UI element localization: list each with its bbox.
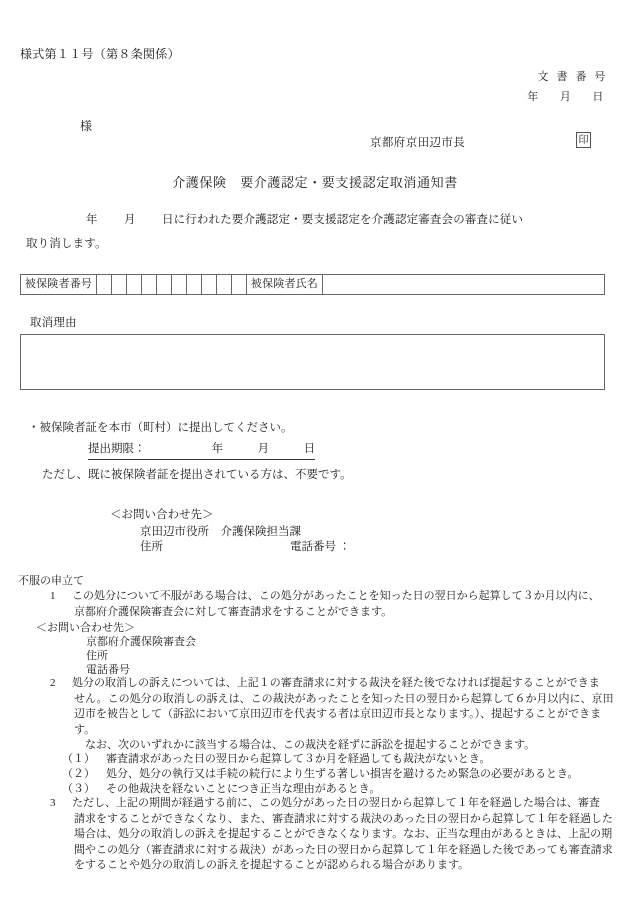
- cancellation-reason-label: 取消理由: [30, 317, 77, 329]
- appeal-item-2-line-2: せん。この処分の取消しの訴えは、この裁決があったことを知った日の翌日から起算して６か月以内に、京田: [74, 692, 614, 705]
- appeal-item-2: [50, 676, 616, 754]
- document-title: 介護保険 要介護認定・要支援認定取消通知書: [172, 175, 458, 190]
- insured-number-digit-cell[interactable]: [127, 275, 142, 294]
- appeal-item-2-line-4: す。: [74, 723, 96, 736]
- appeal-section-heading: 不服の申立て: [18, 575, 84, 587]
- insured-number-digit-cell[interactable]: [157, 275, 172, 294]
- cancellation-reason-box[interactable]: [20, 334, 605, 390]
- city-contact-address-label: 住所: [140, 541, 163, 553]
- appeal-item-3-line-5: をすることや処分の取消しの訴えを提起することが認められる場合があります。: [74, 859, 470, 872]
- submission-instruction: ・被保険者証を本市（町村）に提出してください。: [28, 422, 293, 434]
- insured-number-digit-cell[interactable]: [187, 275, 202, 294]
- submission-deadline: 提出期限 ： 年 月 日: [88, 442, 315, 460]
- insured-number-digit-cell[interactable]: [217, 275, 232, 294]
- appeal-item-1-line-2: 京都府介護保険審査会に対して審査請求をすることができます。: [74, 605, 393, 618]
- appeal-item-3-number: 3: [50, 797, 56, 809]
- insured-name-label: 被保険者氏名: [247, 275, 323, 294]
- pref-contact-tel-label: 電話番号: [86, 664, 130, 676]
- intro-text-line-2: 取り消します。: [26, 238, 107, 250]
- document-number-label: 文 書 番 号: [537, 71, 608, 83]
- issuer-name: 京都府京田辺市長: [370, 137, 466, 149]
- pref-contact-name: 京都府介護保険審査会: [86, 636, 196, 648]
- insured-number-label: 被保険者番号: [21, 275, 97, 294]
- appeal-item-1-line-1: この処分について不服がある場合は、この処分があったことを知った日の翌日から起算して３か月以内に、: [72, 590, 600, 602]
- appeal-item-2-body: [50, 676, 616, 754]
- appeal-item-3: [50, 796, 616, 874]
- pref-contact-address-label: 住所: [86, 650, 108, 662]
- appeal-item-3-line-3: 場合は、処分の取消しの訴えを提起することができなくなります。なお、正当な理由があるときは、上記の期: [74, 828, 613, 841]
- insured-number-digit-cell[interactable]: [112, 275, 127, 294]
- appeal-item-1-body: [50, 589, 615, 620]
- insured-number-digit-cell[interactable]: [202, 275, 217, 294]
- appeal-item-3-line-1: ただし、上記の期間が経過する前に、この処分があった日の翌日から起算して１年を経過した場合は、審査: [72, 797, 600, 809]
- appeal-sub-item-1-text: 審査請求があった日の翌日から起算して３か月を経過しても裁決がないとき。: [106, 753, 491, 765]
- appeal-sub-item-3: [62, 782, 380, 797]
- appeal-item-2-number: 2: [50, 677, 56, 689]
- appeal-item-3-line-4: 間やこの処分（審査請求に対する裁決）があった日の翌日から起算して１年を経過した後であっても審査請求: [74, 843, 613, 856]
- appeal-item-1: [50, 589, 615, 620]
- pref-contact-heading: ＜お問い合わせ先＞: [36, 622, 135, 634]
- city-contact-heading: ＜お問い合わせ先＞: [110, 509, 214, 521]
- appeal-item-2-line-3: 辺市を被告として（訴訟において京田辺市を代表する者は京田辺市長となります。）、提起することができま: [74, 708, 602, 721]
- appeal-item-1-number: 1: [50, 590, 56, 602]
- appeal-sub-item-1-number: （１）: [62, 753, 95, 765]
- appeal-sub-item-3-text: その他裁決を経ないことにつき正当な理由があるとき。: [106, 783, 381, 795]
- insured-number-digit-cell[interactable]: [172, 275, 187, 294]
- appeal-sub-item-2-text: 処分、処分の執行又は手続の続行により生ずる著しい損害を避けるため緊急の必要があるとき。: [106, 768, 579, 780]
- seal-stamp-box: 印: [576, 132, 591, 148]
- city-contact-office: 京田辺市役所 介護保険担当課: [140, 526, 301, 538]
- city-contact-tel-label: 電話番号 ：: [290, 541, 351, 553]
- appeal-item-2-line-1: 処分の取消しの訴えについては、上記１の審査請求に対する裁決を経た後でなければ提起することができま: [72, 677, 600, 689]
- appeal-sub-item-2-number: （２）: [62, 768, 95, 780]
- insured-name-value[interactable]: [323, 275, 604, 294]
- form-number: 様式第１１号（第８条関係）: [20, 47, 180, 61]
- insured-number-digit-cell[interactable]: [232, 275, 247, 294]
- submission-exception: ただし、既に被保険者証を提出されている方は、不要です。: [42, 469, 352, 481]
- appeal-sub-item-1: [62, 752, 490, 767]
- appeal-item-3-line-2: 請求をすることができなくなり、また、審査請求に対する裁決のあった日の翌日から起算して１年を経過した: [74, 812, 613, 825]
- insured-person-table: [20, 274, 605, 295]
- insured-number-digit-cell[interactable]: [97, 275, 112, 294]
- appeal-sub-item-2: [62, 767, 579, 782]
- insured-number-digit-cell[interactable]: [142, 275, 157, 294]
- appeal-item-3-body: [50, 796, 616, 874]
- recipient-honorific: 様: [80, 119, 93, 133]
- intro-text-line-1: 年 月 日に行われた要介護認定・要支援認定を介護認定審査会の審査に従い: [86, 214, 524, 226]
- appeal-item-2-line-5: なお、次のいずれかに該当する場合は、この裁決を経ずに訴訟を提起することができます。: [85, 739, 536, 752]
- document-date-label: 年 月 日: [527, 91, 606, 103]
- appeal-sub-item-3-number: （３）: [62, 783, 95, 795]
